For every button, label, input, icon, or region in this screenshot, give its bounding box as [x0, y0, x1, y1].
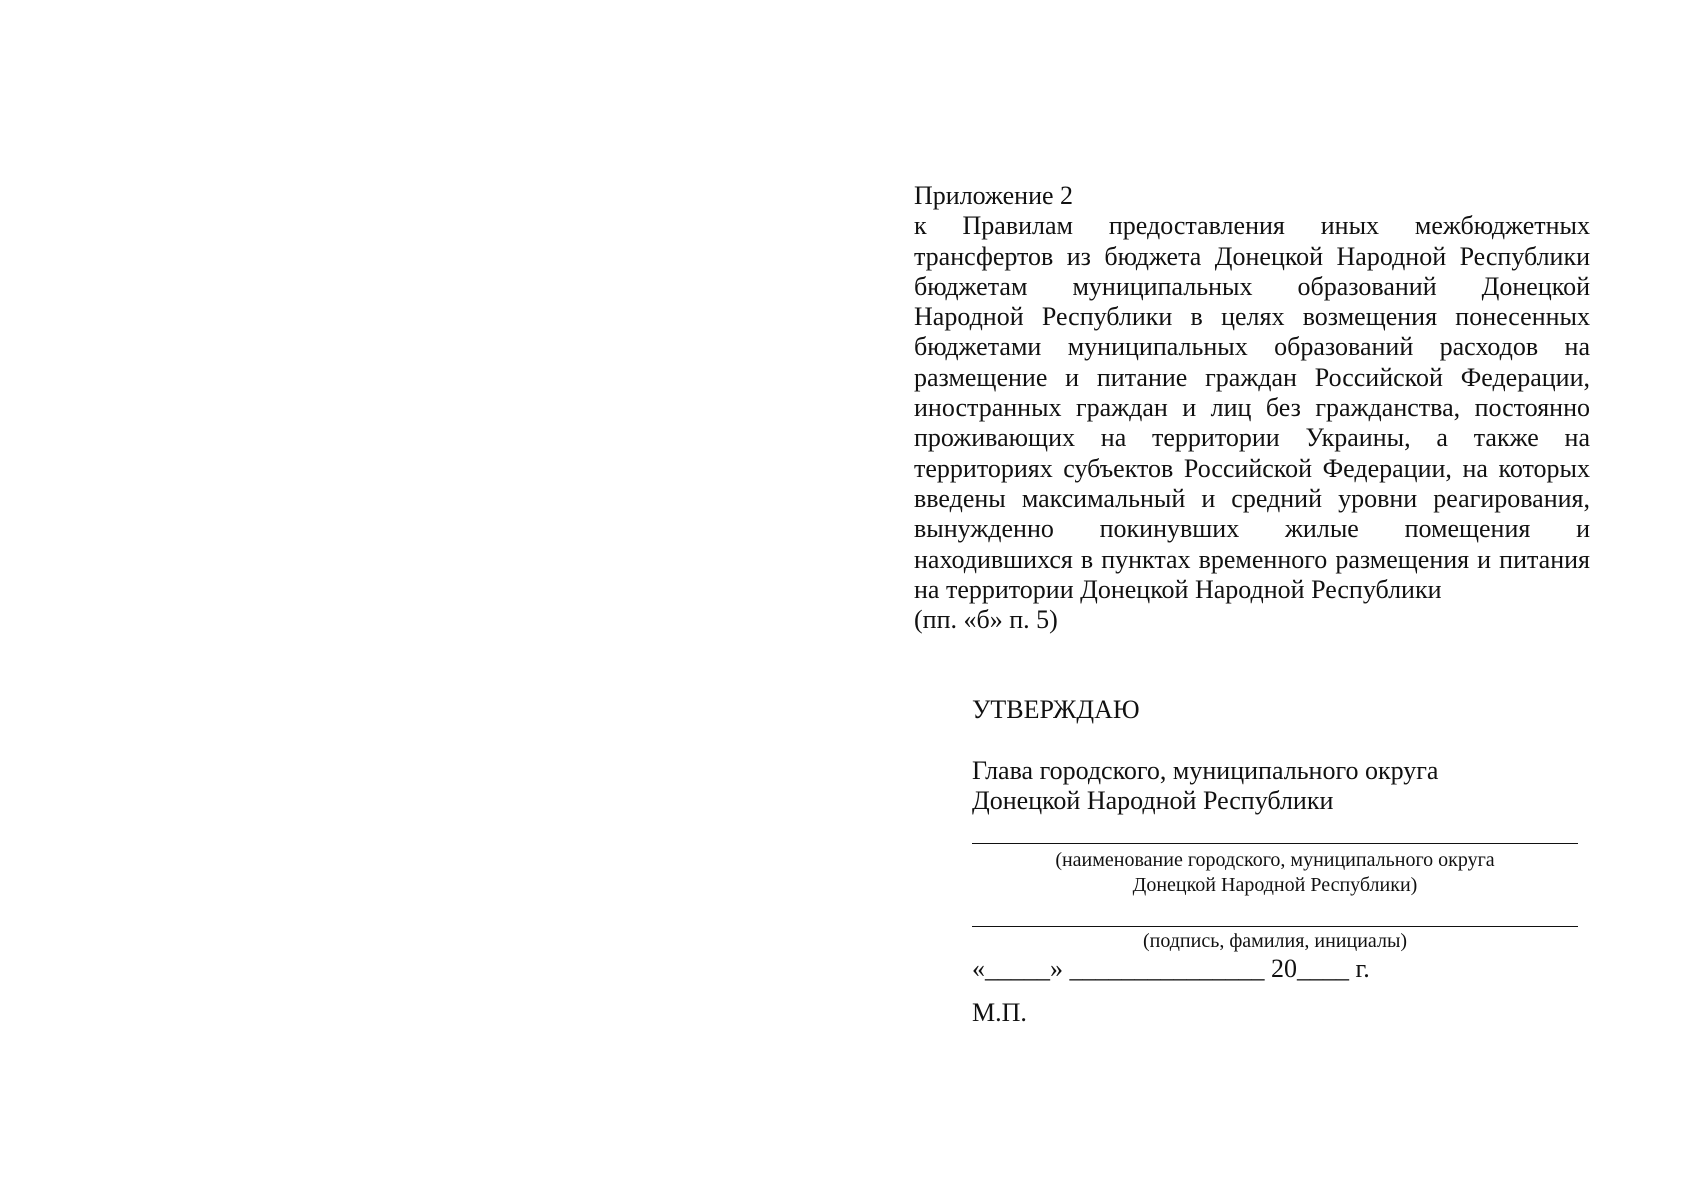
- stamp-placeholder: М.П.: [972, 998, 1027, 1027]
- appendix-title: Приложение 2: [914, 181, 1074, 210]
- appendix-body: к Правилам предоставления иных межбюджетных трансфертов из бюджета Донецкой Народной Республики бюджетам муниципальных образований Донецкой Народной Республики в целях возмещения понесенных бюджетами муниципальных образований расходов на размещение и питание граждан Российской Федерации, иностранных граждан и лиц без гражданства, постоянно проживающих на территории Украины, а также на территориях субъектов Российской Федерации, на которых введены максимальный и средний уровни реагирования, вынужденно покинувших жилые помещения и находившихся в пунктах временного размещения и питания на территории Донецкой Народной Республики: [914, 211, 1590, 604]
- approval-block: [972, 695, 1582, 1027]
- name-caption-line-1: (наименование городского, муниципального округа: [1055, 849, 1495, 871]
- position-line-2: Донецкой Народной Республики: [972, 786, 1334, 815]
- name-caption-line-2: Донецкой Народной Республики): [1132, 874, 1418, 896]
- appendix-block: [914, 181, 1590, 635]
- signature-blank-line: [972, 926, 1578, 927]
- signature-caption-text: (подпись, фамилия, инициалы): [1142, 930, 1408, 952]
- signature-caption: [972, 929, 1578, 954]
- position-line-1: Глава городского, муниципального округа: [972, 756, 1439, 785]
- date-line: «_____» _______________ 20____ г.: [972, 954, 1370, 983]
- appendix-reference: (пп. «б» п. 5): [914, 605, 1058, 635]
- name-blank-line: [972, 843, 1578, 844]
- name-caption: [972, 848, 1578, 898]
- approval-position: [972, 756, 1582, 816]
- approval-heading: УТВЕРЖДАЮ: [972, 695, 1140, 724]
